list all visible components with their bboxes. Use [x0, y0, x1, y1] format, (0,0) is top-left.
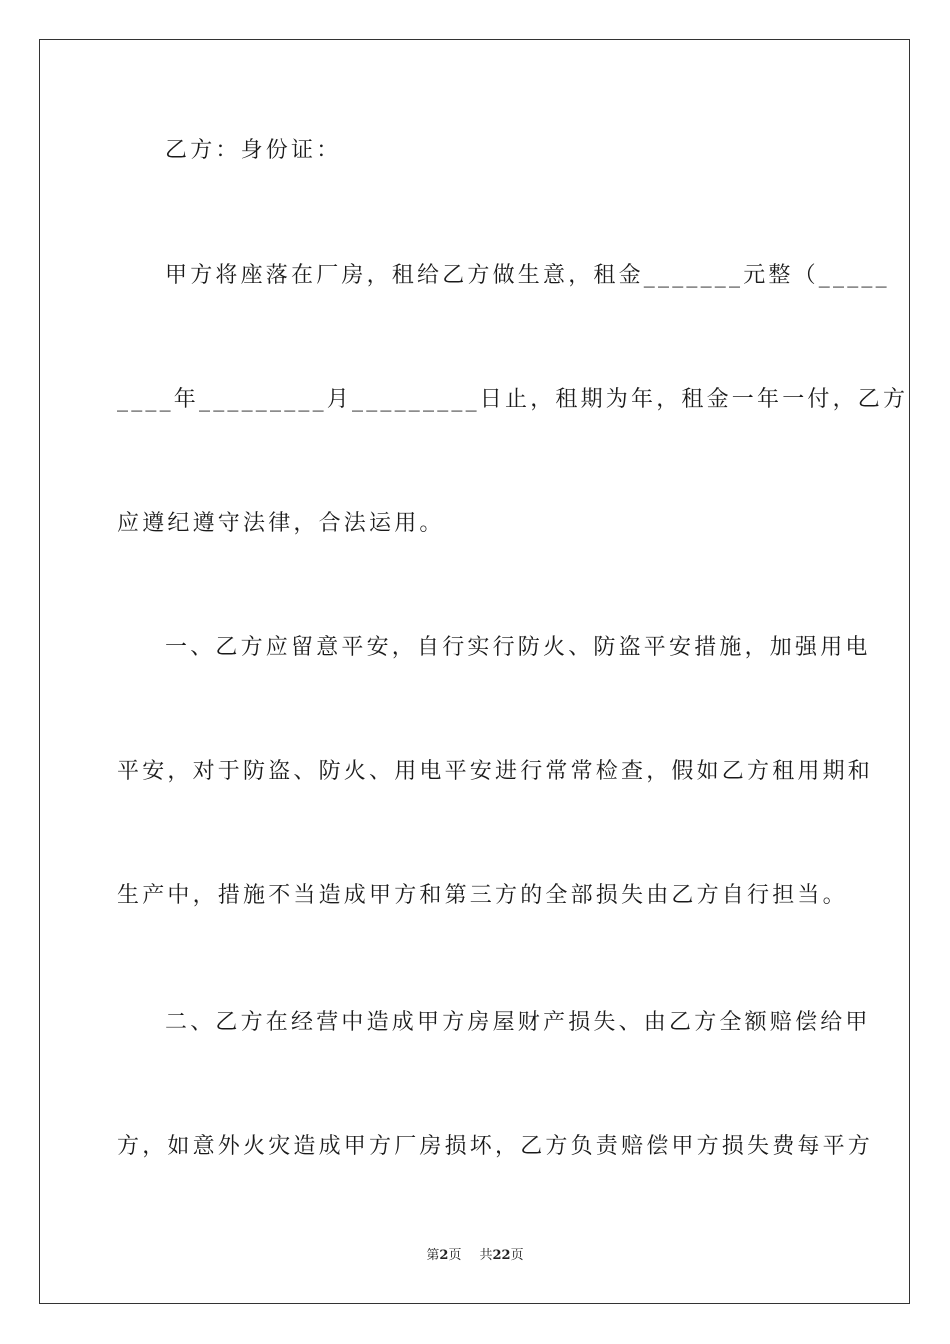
text-line-9: 方，如意外火灾造成甲方厂房损坏，乙方负责赔偿甲方损失费每平方	[117, 1134, 874, 1159]
text-line-1: 乙方：身份证：	[165, 138, 342, 163]
footer-total-suffix: 页	[510, 1248, 524, 1263]
text-line-2: 甲方将座落在厂房，租给乙方做生意，租金_______元整（_____	[165, 263, 890, 288]
footer-page-prefix: 第	[426, 1248, 440, 1263]
text-line-3: ____年_________月_________日止，租期为年，租金一年一付，乙方	[117, 387, 909, 412]
footer-total-pages: 22	[492, 1248, 511, 1263]
page-border	[39, 39, 910, 1304]
page-footer	[0, 1247, 950, 1265]
footer-total-prefix: 共	[479, 1248, 493, 1263]
text-line-5: 一、乙方应留意平安，自行实行防火、防盗平安措施，加强用电	[165, 635, 871, 660]
footer-page-suffix: 页	[448, 1248, 462, 1263]
text-line-8: 二、乙方在经营中造成甲方房屋财产损失、由乙方全额赔偿给甲	[165, 1010, 871, 1035]
text-line-7: 生产中，措施不当造成甲方和第三方的全部损失由乙方自行担当。	[117, 883, 848, 908]
footer-page-number: 2	[439, 1248, 449, 1263]
text-line-4: 应遵纪遵守法律，合法运用。	[117, 511, 445, 536]
text-line-6: 平安，对于防盗、防火、用电平安进行常常检查，假如乙方租用期和	[117, 759, 874, 784]
